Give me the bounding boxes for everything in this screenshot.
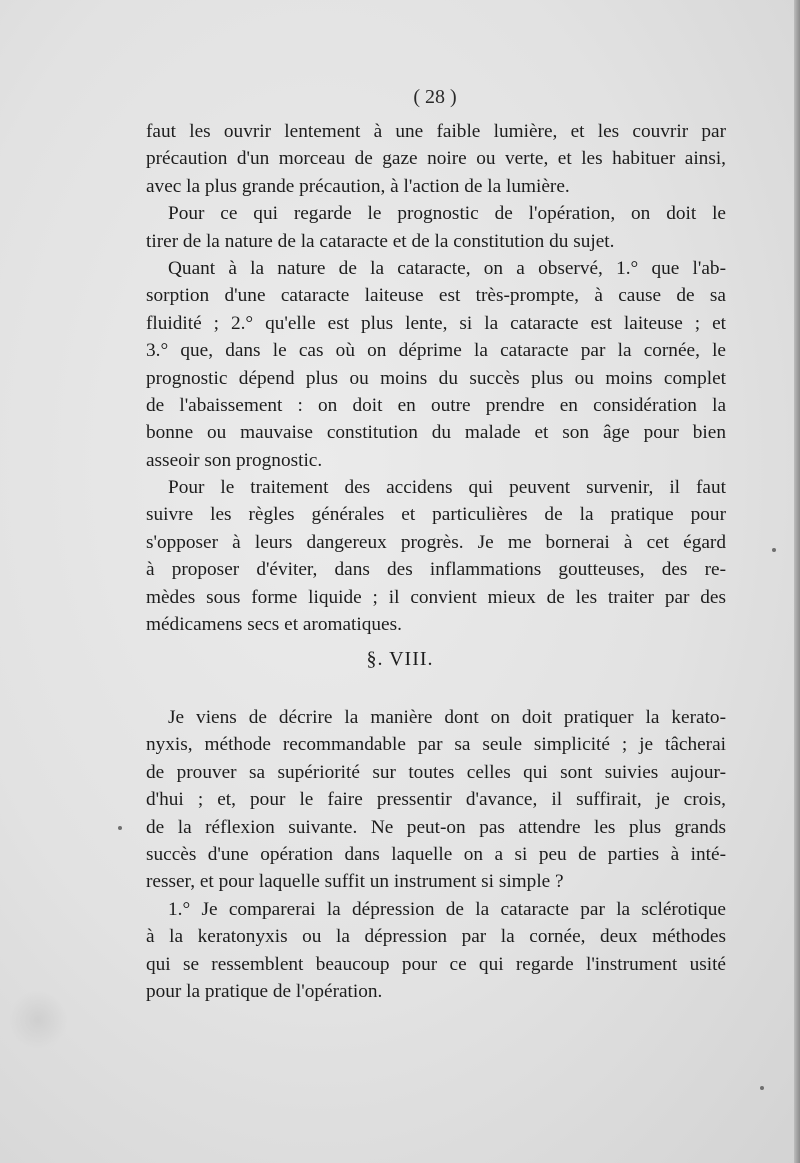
text-line: Je viens de décrire la manière dont on doit pratiquer la kerato- [168, 707, 726, 728]
text-line: de prouver sa supériorité sur toutes celles qui sont suivies aujour- [146, 761, 726, 783]
text-line: Pour ce qui regarde le prognostic de l'opération, on doit le [168, 203, 726, 225]
text-line: mèdes sous forme liquide ; il convient mieux de les traiter par des [146, 586, 726, 608]
text-line: sorption d'une cataracte laiteuse est très-prompte, à cause de sa [146, 285, 726, 307]
text-line: avec la plus grande précaution, à l'action de la lumière. [146, 175, 570, 197]
text-line: précaution d'un morceau de gaze noire ou verte, et les habituer ainsi, [146, 148, 726, 170]
text-line: 3.° que, dans le cas où on déprime la cataracte par la cornée, le [146, 340, 726, 362]
text-line: Quant à la nature de la cataracte, on a observé, 1.° que l'ab- [168, 257, 726, 279]
text-line: fluidité ; 2.° qu'elle est plus lente, si la cataracte est laiteuse ; et [146, 312, 726, 334]
text-line: tirer de la nature de la cataracte et de la constitution du sujet. [146, 230, 615, 252]
text-line: de la réflexion suivante. Ne peut-on pas attendre les plus grands [146, 816, 726, 838]
text-line: à proposer d'éviter, dans des inflammations goutteuses, des re- [146, 559, 726, 581]
paper-stain [8, 990, 68, 1050]
page-edge [794, 0, 800, 1163]
text-line: prognostic dépend plus ou moins du succès plus ou moins complet [146, 367, 726, 389]
text-line: Pour le traitement des accidens qui peuvent survenir, il faut [168, 477, 726, 499]
text-line: resser, et pour laquelle suffit un instrument si simple ? [146, 871, 564, 893]
text-line: faut les ouvrir lentement à une faible lumière, et les couvrir par [146, 121, 726, 142]
text-line: à la keratonyxis ou la dépression par la cornée, deux méthodes [146, 926, 726, 948]
text-line: nyxis, méthode recommandable par sa seule simplicité ; je tâcherai [146, 734, 726, 756]
text-line: succès d'une opération dans laquelle on a si peu de parties à inté- [146, 843, 726, 865]
text-line: suivre les règles générales et particulières de la pratique pour [146, 504, 726, 526]
paper-speck [118, 826, 122, 830]
text-line: qui se ressemblent beaucoup pour ce qui regarde l'instrument usité [146, 953, 726, 975]
text-line: de l'abaissement : on doit en outre prendre en considération la [146, 394, 726, 416]
text-line: médicamens secs et aromatiques. [146, 614, 402, 636]
upper-text-block [146, 118, 726, 638]
lower-text-block [146, 704, 726, 1005]
paper-speck [760, 1086, 764, 1090]
section-heading: §. VIII. [366, 648, 434, 670]
text-line: 1.° Je comparerai la dépression de la cataracte par la sclérotique [168, 898, 726, 920]
text-line: bonne ou mauvaise constitution du malade et son âge pour bien [146, 422, 726, 444]
text-line: s'opposer à leurs dangereux progrès. Je me bornerai à cet égard [146, 531, 726, 553]
page-number: ( 28 ) [413, 86, 457, 108]
text-line: asseoir son prognostic. [146, 449, 323, 471]
text-line: d'hui ; et, pour le faire pressentir d'avance, il suffirait, je crois, [146, 789, 726, 811]
text-line: pour la pratique de l'opération. [146, 980, 383, 1002]
paper-speck [772, 548, 776, 552]
